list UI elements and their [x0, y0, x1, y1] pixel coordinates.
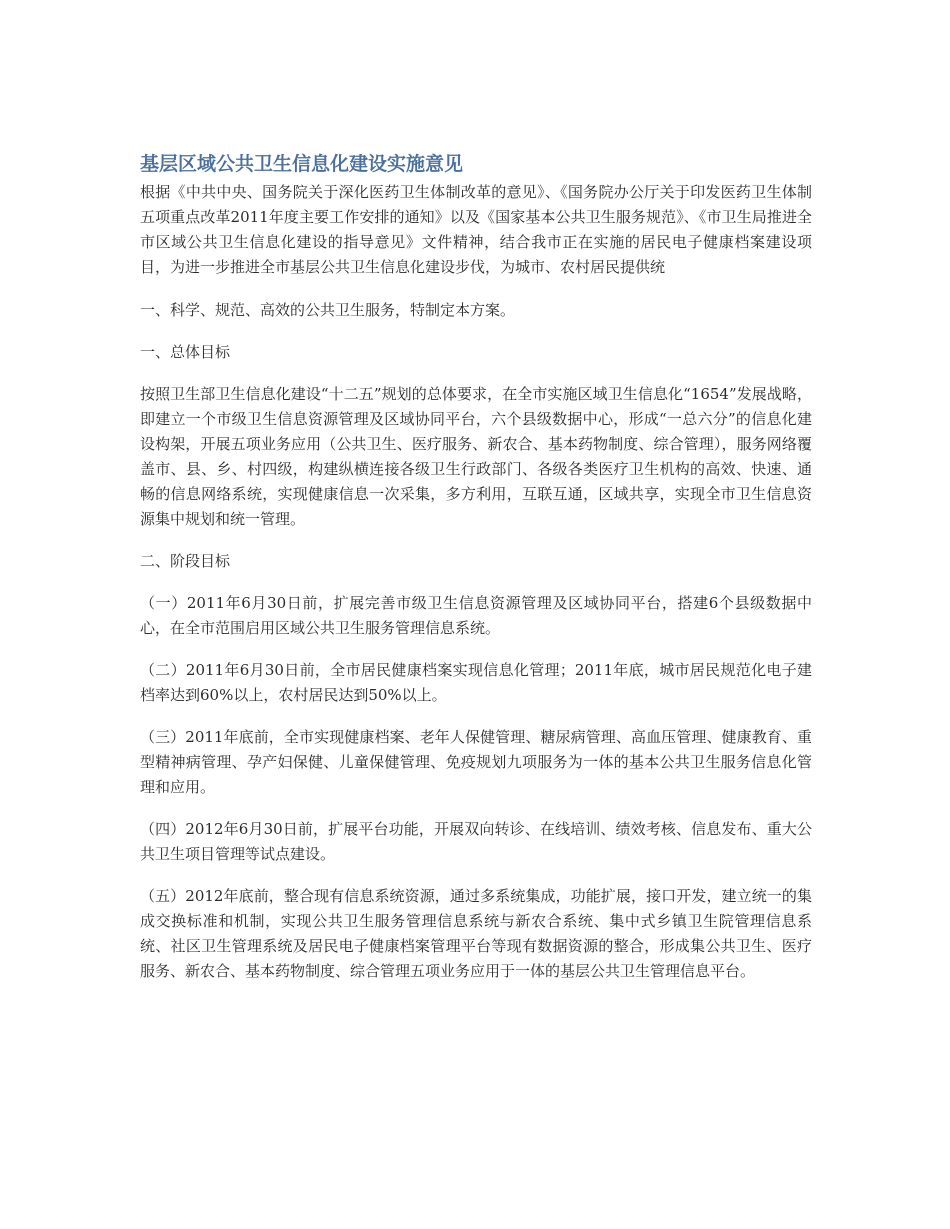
intro-paragraph: 根据《中共中央、国务院关于深化医药卫生体制改革的意见》、《国务院办公厅关于印发医药卫生体制五项重点改革2011年度主要工作安排的通知》以及《国家基本公共卫生服务规范》、《市卫生局推进全市区域公共卫生信息化建设的指导意见》文件精神，结合我市正在实施的居民电子健康档案建设项目，为进一步推进全市基层公共卫生信息化建设步伐，为城市、农村居民提供统	[140, 183, 812, 276]
overall-goal-paragraph: 按照卫生部卫生信息化建设“十二五”规划的总体要求，在全市实施区域卫生信息化“1654”发展战略，即建立一个市级卫生信息资源管理及区域协同平台，六个县级数据中心，形成“一总六分”的信息化建设构架，开展五项业务应用（公共卫生、医疗服务、新农合、基本药物制度、综合管理），服务网络覆盖市、县、乡、村四级，构建纵横连接各级卫生行政部门、各级各类医疗卫生机构的高效、快速、通畅的信息网络系统，实现健康信息一次采集，多方利用，互联互通，区域共享，实现全市卫生信息资源集中规划和统一管理。	[140, 385, 812, 528]
service-paragraph: 一、科学、规范、高效的公共卫生服务，特制定本方案。	[140, 301, 516, 319]
section-heading-overall-goal: 一、总体目标	[140, 343, 231, 361]
stage-goal-item-5: （五）2012年底前，整合现有信息系统资源，通过多系统集成，功能扩展，接口开发，建立统一的集成交换标准和机制，实现公共卫生服务管理信息系统与新农合系统、集中式乡镇卫生院管理信息系统、社区卫生管理系统及居民电子健康档案管理平台等现有数据资源的整合，形成集公共卫生、医疗服务、新农合、基本药物制度、综合管理五项业务应用于一体的基层公共卫生管理信息平台。	[140, 887, 812, 980]
stage-goal-item-3: （三）2011年底前，全市实现健康档案、老年人保健管理、糖尿病管理、高血压管理、健康教育、重型精神病管理、孕产妇保健、儿童保健管理、免疫规划九项服务为一体的基本公共卫生服务信息化管理和应用。	[140, 728, 812, 796]
document-body	[140, 150, 812, 1001]
stage-goal-item-4: （四）2012年6月30日前，扩展平台功能，开展双向转诊、在线培训、绩效考核、信息发布、重大公共卫生项目管理等试点建设。	[140, 820, 812, 863]
document-title: 基层区域公共卫生信息化建设实施意见	[140, 153, 464, 175]
section-heading-stage-goal: 二、阶段目标	[140, 552, 231, 570]
stage-goal-item-1: （一）2011年6月30日前，扩展完善市级卫生信息资源管理及区域协同平台，搭建6个县级数据中心，在全市范围启用区域公共卫生服务管理信息系统。	[140, 594, 812, 637]
stage-goal-item-2: （二）2011年6月30日前，全市居民健康档案实现信息化管理；2011年底，城市居民规范化电子建档率达到60%以上，农村居民达到50%以上。	[140, 661, 812, 704]
